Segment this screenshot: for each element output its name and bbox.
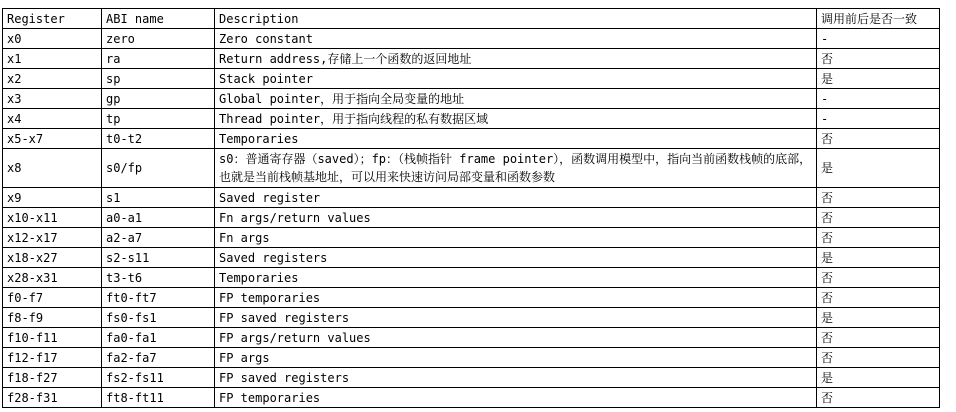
cell-abi-name[interactable]: t0-t2: [102, 129, 215, 149]
cell-preserved[interactable]: 否: [817, 288, 940, 308]
cell-register[interactable]: x10-x11: [3, 208, 102, 228]
table-row: [3, 149, 940, 188]
cell-preserved[interactable]: 是: [817, 368, 940, 388]
header-row: [3, 9, 940, 29]
cell-description[interactable]: Saved registers: [215, 248, 817, 268]
table-row: [3, 188, 940, 208]
cell-register[interactable]: x4: [3, 109, 102, 129]
header-preserved[interactable]: 调用前后是否一致: [817, 9, 940, 29]
cell-register[interactable]: x18-x27: [3, 248, 102, 268]
cell-preserved[interactable]: 是: [817, 308, 940, 328]
cell-abi-name[interactable]: fa2-fa7: [102, 348, 215, 368]
cell-preserved[interactable]: 否: [817, 388, 940, 408]
cell-register[interactable]: x2: [3, 69, 102, 89]
cell-preserved[interactable]: 否: [817, 188, 940, 208]
cell-abi-name[interactable]: ra: [102, 49, 215, 69]
cell-description[interactable]: Thread pointer，用于指向线程的私有数据区域: [215, 109, 817, 129]
header-register[interactable]: Register: [3, 9, 102, 29]
cell-description[interactable]: Global pointer，用于指向全局变量的地址: [215, 89, 817, 109]
cell-abi-name[interactable]: sp: [102, 69, 215, 89]
cell-register[interactable]: f0-f7: [3, 288, 102, 308]
cell-preserved[interactable]: 是: [817, 248, 940, 268]
cell-abi-name[interactable]: s0/fp: [102, 149, 215, 188]
cell-preserved[interactable]: 是: [817, 69, 940, 89]
cell-abi-name[interactable]: fa0-fa1: [102, 328, 215, 348]
cell-register[interactable]: x9: [3, 188, 102, 208]
cell-preserved[interactable]: 否: [817, 208, 940, 228]
cell-preserved[interactable]: -: [817, 29, 940, 49]
cell-abi-name[interactable]: ft8-ft11: [102, 388, 215, 408]
cell-abi-name[interactable]: tp: [102, 109, 215, 129]
table-row: [3, 308, 940, 328]
cell-abi-name[interactable]: s2-s11: [102, 248, 215, 268]
cell-register[interactable]: f18-f27: [3, 368, 102, 388]
cell-register[interactable]: f8-f9: [3, 308, 102, 328]
cell-preserved[interactable]: 否: [817, 228, 940, 248]
cell-preserved[interactable]: 否: [817, 328, 940, 348]
table-row: [3, 348, 940, 368]
cell-abi-name[interactable]: ft0-ft7: [102, 288, 215, 308]
cell-description[interactable]: s0：普通寄存器（saved）；fp：（栈帧指针 frame pointer），函数调用模型中，指向当前函数栈帧的底部，也就是当前栈帧基地址，可以用来快速访问局部变量和函数参数: [215, 149, 817, 188]
cell-register[interactable]: f10-f11: [3, 328, 102, 348]
cell-description[interactable]: FP args: [215, 348, 817, 368]
cell-register[interactable]: x5-x7: [3, 129, 102, 149]
cell-abi-name[interactable]: gp: [102, 89, 215, 109]
cell-register[interactable]: f28-f31: [3, 388, 102, 408]
table-row: [3, 109, 940, 129]
cell-description[interactable]: Zero constant: [215, 29, 817, 49]
cell-register[interactable]: x3: [3, 89, 102, 109]
table-row: [3, 69, 940, 89]
table-row: [3, 29, 940, 49]
cell-description[interactable]: FP temporaries: [215, 288, 817, 308]
cell-description[interactable]: FP temporaries: [215, 388, 817, 408]
cell-abi-name[interactable]: s1: [102, 188, 215, 208]
cell-preserved[interactable]: 是: [817, 149, 940, 188]
header-description[interactable]: Description: [215, 9, 817, 29]
cell-abi-name[interactable]: t3-t6: [102, 268, 215, 288]
table-row: [3, 49, 940, 69]
cell-description[interactable]: Fn args: [215, 228, 817, 248]
table-row: [3, 268, 940, 288]
cell-description[interactable]: FP saved registers: [215, 368, 817, 388]
table-row: [3, 388, 940, 408]
cell-register[interactable]: x28-x31: [3, 268, 102, 288]
cell-description[interactable]: Temporaries: [215, 268, 817, 288]
cell-preserved[interactable]: -: [817, 89, 940, 109]
cell-preserved[interactable]: 否: [817, 129, 940, 149]
register-table: [2, 8, 940, 408]
cell-register[interactable]: x12-x17: [3, 228, 102, 248]
table-row: [3, 228, 940, 248]
table-row: [3, 129, 940, 149]
cell-preserved[interactable]: 否: [817, 268, 940, 288]
cell-abi-name[interactable]: fs2-fs11: [102, 368, 215, 388]
cell-abi-name[interactable]: a0-a1: [102, 208, 215, 228]
header-abi-name[interactable]: ABI name: [102, 9, 215, 29]
cell-description[interactable]: Return address,存储上一个函数的返回地址: [215, 49, 817, 69]
cell-preserved[interactable]: -: [817, 109, 940, 129]
cell-preserved[interactable]: 否: [817, 49, 940, 69]
cell-description[interactable]: FP args/return values: [215, 328, 817, 348]
cell-abi-name[interactable]: fs0-fs1: [102, 308, 215, 328]
table-row: [3, 208, 940, 228]
cell-description[interactable]: Temporaries: [215, 129, 817, 149]
table-row: [3, 368, 940, 388]
cell-description[interactable]: Stack pointer: [215, 69, 817, 89]
cell-register[interactable]: x1: [3, 49, 102, 69]
cell-description[interactable]: Fn args/return values: [215, 208, 817, 228]
table-row: [3, 288, 940, 308]
cell-description[interactable]: Saved register: [215, 188, 817, 208]
table-row: [3, 248, 940, 268]
cell-register[interactable]: f12-f17: [3, 348, 102, 368]
cell-preserved[interactable]: 否: [817, 348, 940, 368]
cell-register[interactable]: x0: [3, 29, 102, 49]
table-row: [3, 328, 940, 348]
table-row: [3, 89, 940, 109]
cell-abi-name[interactable]: zero: [102, 29, 215, 49]
cell-description[interactable]: FP saved registers: [215, 308, 817, 328]
cell-register[interactable]: x8: [3, 149, 102, 188]
cell-abi-name[interactable]: a2-a7: [102, 228, 215, 248]
